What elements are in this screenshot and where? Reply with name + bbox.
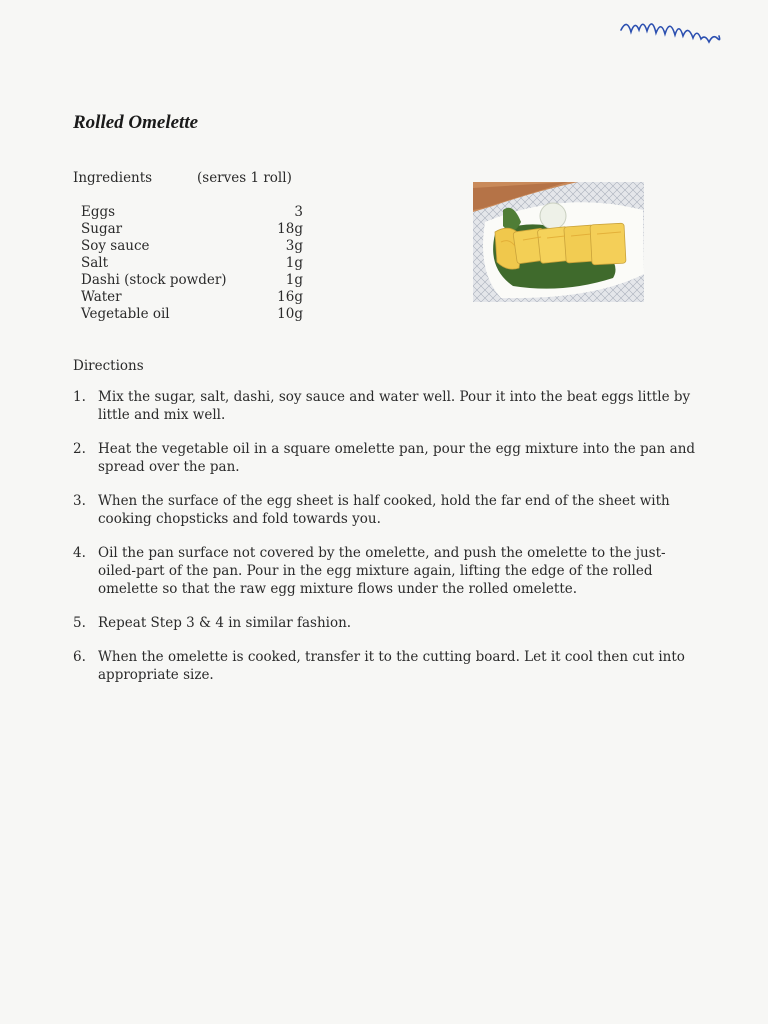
step-number: 1. [73, 389, 86, 405]
step-text: Repeat Step 3 & 4 in similar fashion. [98, 615, 352, 631]
step-text: When the surface of the egg sheet is half cooked, hold the far end of the sheet with cooking chopsticks and fold towards you. [98, 493, 670, 527]
ingredient-amount: 3 [294, 204, 303, 220]
step-text: Heat the vegetable oil in a square omelette pan, pour the egg mixture into the pan and spread over the pan. [98, 441, 696, 475]
direction-step [73, 388, 703, 424]
ingredient-name: Soy sauce [81, 238, 150, 254]
ingredient-name: Dashi (stock powder) [81, 272, 227, 288]
direction-step [73, 492, 703, 528]
step-number: 2. [73, 441, 86, 457]
recipe-title: Rolled Omelette [73, 112, 199, 133]
directions-list [73, 388, 703, 700]
step-number: 4. [73, 545, 86, 561]
direction-step [73, 440, 703, 476]
step-number: 6. [73, 649, 86, 665]
ingredients-heading: Ingredients [73, 170, 153, 186]
directions-heading: Directions [73, 358, 144, 374]
direction-step [73, 544, 703, 598]
ingredient-row [81, 289, 303, 306]
direction-step [73, 648, 703, 684]
ingredient-amount: 16g [277, 289, 303, 305]
ingredient-name: Eggs [81, 204, 116, 220]
ingredient-row [81, 272, 303, 289]
ingredient-name: Salt [81, 255, 109, 271]
ingredient-amount: 1g [285, 272, 303, 288]
serves-note: (serves 1 roll) [197, 170, 292, 186]
ingredient-amount: 10g [277, 306, 303, 322]
ingredient-row [81, 238, 303, 255]
ingredient-amount: 3g [285, 238, 303, 254]
ingredient-name: Sugar [81, 221, 123, 237]
omelette-photo [473, 182, 644, 302]
ingredient-row [81, 255, 303, 272]
ingredient-row [81, 306, 303, 323]
ingredient-row [81, 204, 303, 221]
ingredient-name: Water [81, 289, 122, 305]
ingredient-name: Vegetable oil [81, 306, 170, 322]
step-number: 3. [73, 493, 86, 509]
ingredient-row [81, 221, 303, 238]
step-text: When the omelette is cooked, transfer it to the cutting board. Let it cool then cut into appropriate size. [98, 649, 685, 683]
handwritten-scribble-icon [615, 8, 725, 48]
ingredients-list [81, 204, 303, 323]
ingredient-amount: 1g [285, 255, 303, 271]
step-text: Oil the pan surface not covered by the omelette, and push the omelette to the just-oiled-part of the pan. Pour in the egg mixture again, lifting the edge of the rolled omelette so that the raw egg mixture flows under the rolled omelette. [98, 545, 666, 597]
step-number: 5. [73, 615, 86, 631]
ingredient-amount: 18g [277, 221, 303, 237]
step-text: Mix the sugar, salt, dashi, soy sauce and water well. Pour it into the beat eggs little by little and mix well. [98, 389, 691, 423]
direction-step [73, 614, 703, 632]
